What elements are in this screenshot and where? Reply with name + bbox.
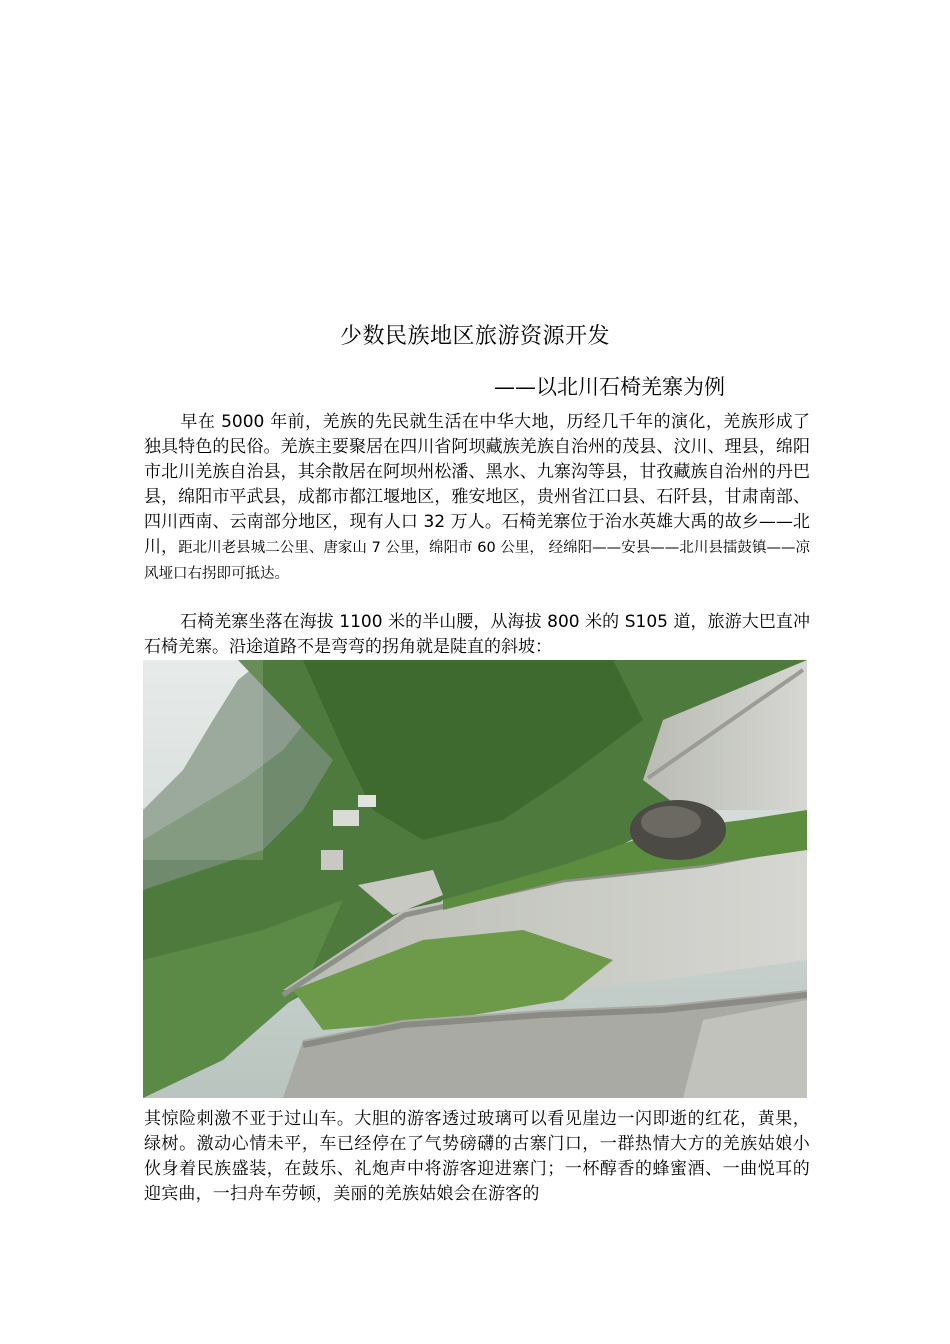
paragraph-location <box>144 610 810 660</box>
mountain-road-photo <box>143 660 807 1098</box>
paragraph-experience: 其惊险刺激不亚于过山车。大胆的游客透过玻璃可以看见崖边一闪即逝的红花，黄果，绿树。激动心情未平，车已经停在了气势磅礴的古寨门口，一群热情大方的羌族姑娘小伙身着民族盛装，在鼓乐、礼炮声中将游客迎进寨门；一杯醇香的蜂蜜酒、一曲悦耳的迎宾曲，一扫舟车劳顿，美丽的羌族姑娘会在游客的 <box>144 1109 810 1204</box>
paragraph-intro-main: 早在 5000 年前，羌族的先民就生活在中华大地，历经几千年的演化，羌族形成了独具特色的民俗。羌族主要聚居在四川省阿坝藏族羌族自治州的茂县、汶川、理县，绵阳市北川羌族自治县，其余散居在阿坝州松潘、黑水、九寨沟等县，甘孜藏族自治州的丹巴县，绵阳市平武县，成都市都江堰地区，雅安地区，贵州省江口县、石阡县，甘肃南部、四川西南、云南部分地区，现有人口 32 万人。石椅羌寨位于治水英雄大禹的故乡——北川， <box>144 412 810 557</box>
document-title: 少数民族地区旅游资源开发 <box>339 324 610 349</box>
paragraph-intro-directions: 距北川老县城二公里、唐家山 7 公里，绵阳市 60 公里， 经绵阳——安县——北川县擂鼓镇——凉风垭口右拐即可抵达。 <box>144 540 811 582</box>
document-subtitle: ——以北川石椅羌寨为例 <box>494 375 725 399</box>
paragraph-intro <box>144 410 810 587</box>
paragraph-location-text: 石椅羌寨坐落在海拔 1100 米的半山腰，从海拔 800 米的 S105 道，旅游大巴直冲石椅羌寨。沿途道路不是弯弯的拐角就是陡直的斜坡： <box>144 612 810 657</box>
